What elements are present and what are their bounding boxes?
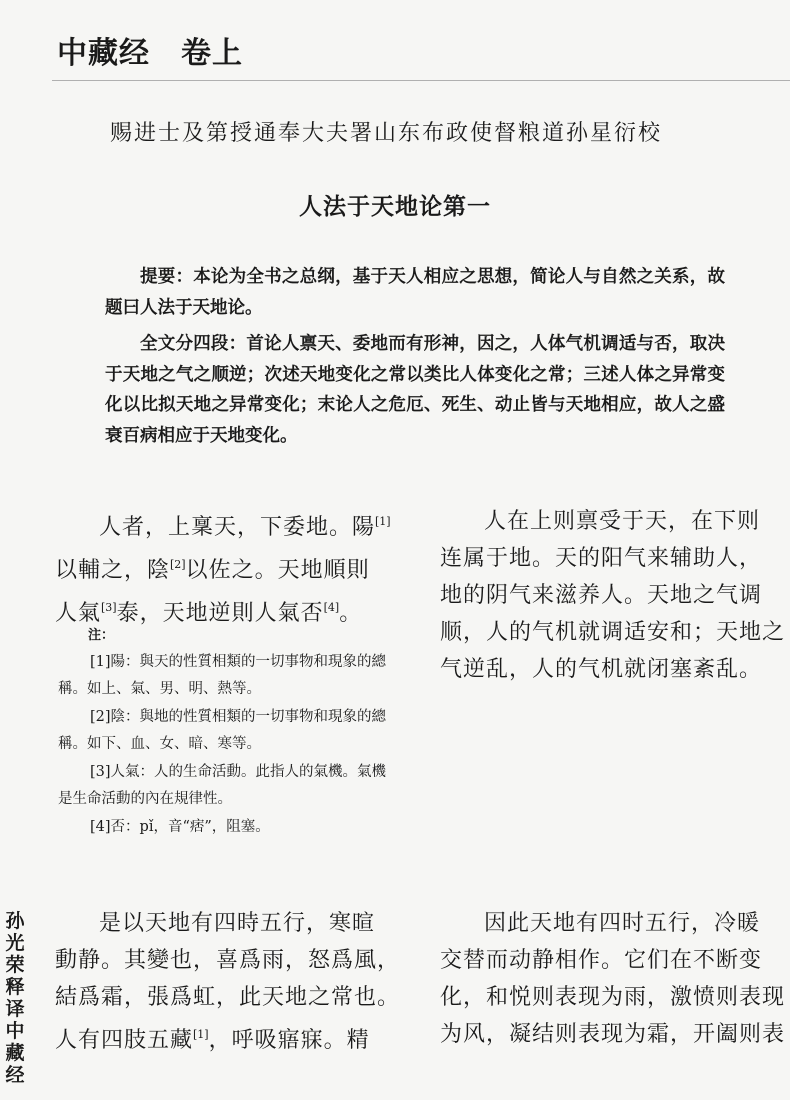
header-divider — [52, 80, 790, 81]
side-book-label: 孙光荣释译中藏经 — [5, 910, 25, 1086]
translation-line: 交替而动静相作。它们在不断变 — [440, 948, 763, 973]
notes-heading: 注： — [88, 628, 115, 643]
summary-paragraph: 提要：本论为全书之总纲，基于天人相应之思想，简论人与自然之关系，故题曰人法于天地论。 — [105, 267, 725, 318]
annotation-notes — [58, 622, 390, 842]
classical-line: 是以天地有四時五行，寒暄 — [99, 911, 376, 936]
classical-line: 以輔之，陰[2]以佐之。天地順則 — [55, 558, 370, 583]
note-item: [1]陽：與天的性質相類的一切事物和現象的總稱。如上、氣、男、明、熱等。 — [58, 654, 387, 697]
translation-line: 为风，凝结则表现为霜，开阖则表 — [440, 1022, 786, 1047]
footnote-ref: [3] — [101, 601, 117, 614]
note-item: [3]人氣：人的生命活動。此指人的氣機。氣機是生命活動的內在規律性。 — [58, 764, 387, 807]
translation-line: 化，和悦则表现为雨，激愤则表现 — [440, 985, 786, 1010]
chapter-title: 人法于天地论第一 — [299, 194, 491, 220]
note-item: [2]陰：與地的性質相類的一切事物和現象的總稱。如下、血、女、暗、寒等。 — [58, 709, 387, 752]
classical-text-section2 — [55, 905, 400, 1059]
classical-line: 動静。其變也，喜爲雨，怒爲風， — [55, 948, 401, 973]
classical-line: 結爲霜，張爲虹，此天地之常也。 — [55, 985, 401, 1010]
note-item: [4]否：pǐ，音“痞”，阻塞。 — [90, 819, 270, 835]
translation-line: 顺，人的气机就调适安和；天地之 — [440, 620, 786, 645]
classical-text-section1 — [55, 503, 400, 632]
proofreader-line: 赐进士及第授通奉大夫署山东布政使督粮道孙星衍校 — [110, 121, 663, 146]
translation-line: 地的阴气来滋养人。天地之气调 — [440, 583, 763, 608]
summary-block — [105, 262, 725, 457]
page-title: 中藏经 卷上 — [57, 36, 243, 71]
classical-line: 人氣[3]泰，天地逆則人氣否[4]。 — [55, 601, 363, 626]
translation-line: 连属于地。天的阳气来辅助人， — [440, 546, 763, 571]
footnote-ref: [2] — [170, 558, 186, 571]
translation-line: 气逆乱，人的气机就闭塞紊乱。 — [440, 657, 763, 682]
classical-line: 人有四肢五藏[1]，呼吸寤寐。精 — [55, 1028, 370, 1053]
modern-translation-section2 — [440, 905, 786, 1053]
modern-translation-section1 — [440, 503, 786, 688]
translation-line: 因此天地有四时五行，冷暖 — [484, 911, 761, 936]
summary-paragraph: 全文分四段：首论人禀天、委地而有形神，因之，人体气机调适与否，取决于天地之气之顺逆；次述天地变化之常以类比人体变化之常；三述人体之异常变化以比拟天地之异常变化；末论人之危厄、死生、动止皆与天地相应，故人之盛衰百病相应于天地变化。 — [105, 334, 725, 446]
footnote-ref: [1] — [375, 515, 391, 528]
classical-line: 人者，上稟天，下委地。陽[1] — [99, 515, 391, 540]
footnote-ref: [1] — [193, 1028, 209, 1041]
footnote-ref: [4] — [323, 601, 340, 614]
translation-line: 人在上则禀受于天，在下则 — [484, 509, 761, 534]
